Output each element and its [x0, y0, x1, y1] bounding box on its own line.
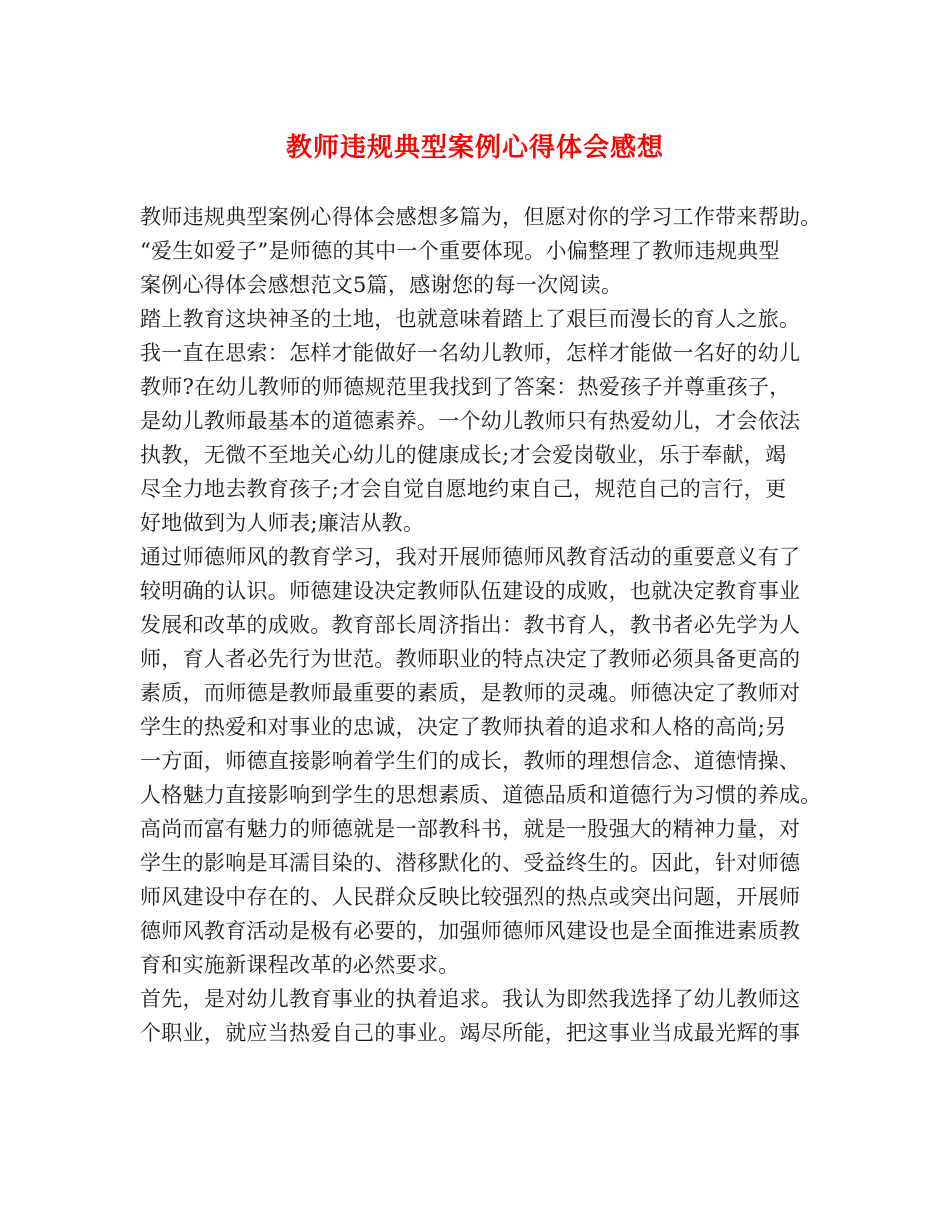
- text-line: 执教，无微不至地关心幼儿的健康成长;才会爱岗敬业，乐于奉献，竭: [140, 443, 787, 467]
- document-body: [140, 200, 830, 1050]
- text-line: 个职业，就应当热爱自己的事业。竭尽所能，把这事业当成最光辉的事: [140, 1021, 801, 1045]
- text-line: 师，育人者必先行为世范。教师职业的特点决定了教师必须具备更高的: [140, 647, 801, 671]
- text-line: 我一直在思索：怎样才能做好一名幼儿教师，怎样才能做一名好的幼儿: [140, 341, 801, 365]
- text-line: 德师风教育活动是极有必要的，加强师德师风建设也是全面推进素质教: [140, 919, 801, 943]
- document-title: 教师违规典型案例心得体会感想: [285, 133, 664, 163]
- text-line: 师风建设中存在的、人民群众反映比较强烈的热点或突出问题，开展师: [140, 885, 801, 909]
- text-line: 踏上教育这块神圣的土地，也就意味着踏上了艰巨而漫长的育人之旅。: [140, 307, 801, 331]
- text-line: 人格魅力直接影响到学生的思想素质、道德品质和道德行为习惯的养成。: [140, 783, 822, 807]
- text-line: 高尚而富有魅力的师德就是一部教科书，就是一股强大的精神力量，对: [140, 817, 801, 841]
- text-line: 育和实施新课程改革的必然要求。: [140, 953, 460, 977]
- text-line: 一方面，师德直接影响着学生们的成长，教师的理想信念、道德情操、: [140, 749, 801, 773]
- text-line: 学生的影响是耳濡目染的、潜移默化的、受益终生的。因此，针对师德: [140, 851, 801, 875]
- text-line: 案例心得体会感想范文5篇，感谢您的每一次阅读。: [140, 273, 623, 297]
- text-line: 通过师德师风的教育学习，我对开展师德师风教育活动的重要意义有了: [140, 545, 801, 569]
- text-line: 是幼儿教师最基本的道德素养。一个幼儿教师只有热爱幼儿，才会依法: [140, 409, 801, 433]
- text-line: 较明确的认识。师德建设决定教师队伍建设的成败，也就决定教育事业: [140, 579, 801, 603]
- text-line: 素质，而师德是教师最重要的素质，是教师的灵魂。师德决定了教师对: [140, 681, 801, 705]
- text-line: 首先，是对幼儿教育事业的执着追求。我认为即然我选择了幼儿教师这: [140, 987, 801, 1011]
- text-line: 教师违规典型案例心得体会感想多篇为，但愿对你的学习工作带来帮助。: [140, 205, 822, 229]
- text-line: 学生的热爱和对事业的忠诚，决定了教师执着的追求和人格的高尚;另: [140, 715, 787, 739]
- text-line: 教师?在幼儿教师的师德规范里我找到了答案：热爱孩子并尊重孩子，: [140, 375, 791, 399]
- text-line: 尽全力地去教育孩子;才会自觉自愿地约束自己，规范自己的言行，更: [140, 477, 787, 501]
- text-line: “爱生如爱子”是师德的其中一个重要体现。小偏整理了教师违规典型: [140, 239, 780, 263]
- text-line: 好地做到为人师表;廉洁从教。: [140, 511, 425, 535]
- text-line: 发展和改革的成败。教育部长周济指出：教书育人，教书者必先学为人: [140, 613, 801, 637]
